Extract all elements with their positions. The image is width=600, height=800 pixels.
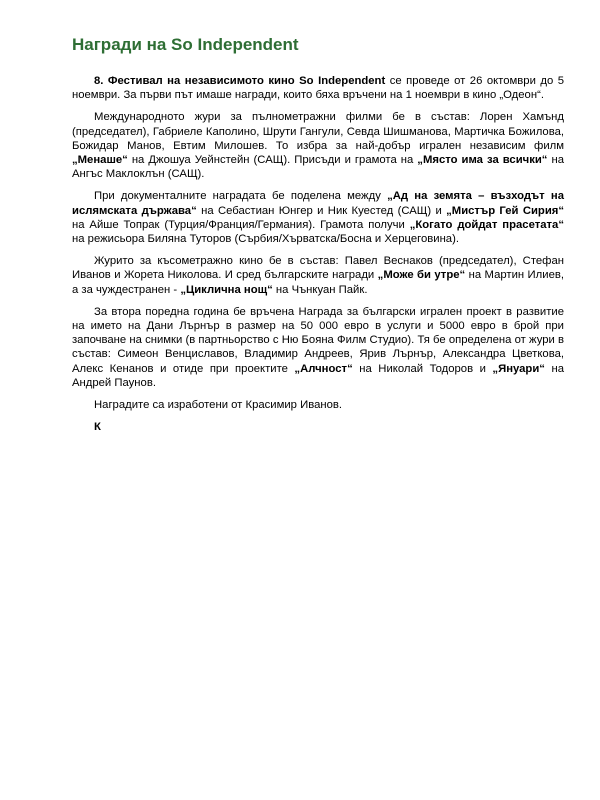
film-title: „Мистър Гей Сирия“ (446, 204, 565, 217)
paragraph-feature-jury (72, 110, 564, 181)
text-span: на Чънкуан Пайк. (272, 283, 368, 296)
page-title: Награди на So Independent (72, 35, 299, 54)
trailing-letter: К (94, 421, 101, 434)
text-span: При документалните наградата бе поделена между (94, 190, 388, 203)
festival-name: 8. Фестивал на независимото кино So Independent (94, 75, 386, 87)
film-title: „Циклична нощ“ (180, 283, 273, 296)
paragraph-short-film-jury (72, 254, 564, 297)
text-span: се проведе от 26 октомври до 5 ноември. За първи път имаше награди, които бяха връчени на 1 ноември в кино „Одеон“. (72, 75, 565, 102)
paragraph-documentary-awards (72, 189, 564, 246)
film-title: „Когато дойдат прасетата“ (409, 218, 564, 231)
paragraph-credits (72, 398, 564, 412)
text-span: Наградите са изработени от Красимир Иванов. (94, 399, 343, 412)
film-title: „Ад на земята – възходът на ислямската държава“ (72, 190, 565, 217)
text-span: на Николай Тодоров и (352, 362, 493, 375)
text-span: на Мартин Илиев, а за чуждестранен - (72, 269, 564, 296)
text-span: Журито за късометражно кино бе в състав: Павел Веснаков (председател), Стефан Иванов и Жорета Николова. И сред българските награди (72, 255, 564, 282)
text-span: на Ангъс Маклоклън (САЩ). (72, 154, 564, 181)
paragraph-festival-intro (72, 74, 564, 102)
text-span: Международното жури за пълнометражни филми бе в състав: Лорен Хамънд (председател), Габриеле Каполино, Шрути Гангули, Севда Шишманова, Мартичка Божилова, Божидар Манов, Евтим Милошев. То избра за най-добър игрален независим филм (72, 111, 564, 152)
project-title: „Януари“ (492, 362, 545, 375)
text-span: на Андрей Паунов. (72, 362, 564, 389)
project-title: „Алчност“ (294, 362, 353, 375)
paragraph-project-award (72, 305, 564, 390)
film-title: „Менаше“ (72, 154, 128, 167)
film-title: „Място има за всички“ (417, 154, 548, 167)
text-span: на Айше Топрак (Турция/Франция/Германия). Грамота получи (72, 218, 410, 231)
text-span: на Джошуа Уейнстейн (САЩ). Присъди и грамота на (127, 154, 418, 167)
text-span: на режисьора Биляна Туторов (Сърбия/Хърватска/Босна и Херцеговина). (72, 233, 459, 246)
text-span: на Себастиан Юнгер и Ник Куестед (САЩ) и (196, 204, 447, 217)
film-title: „Може би утре“ (377, 269, 466, 282)
document-page (72, 34, 564, 434)
text-span: За втора поредна година бе връчена Награда за български игрален проект в развитие на името на Дани Лърнър в размер на 50 000 евро в услуги и 5000 евро в брой при започване на снимки (в партньорство с Ню Бояна Филм Студио). Тя бе определена от жури в състав: Симеон Венциславов, Владимир Андреев, Ярив Лърнър, Александра Цветкова, Алекс Кенанов и отиде при проектите (72, 305, 564, 375)
